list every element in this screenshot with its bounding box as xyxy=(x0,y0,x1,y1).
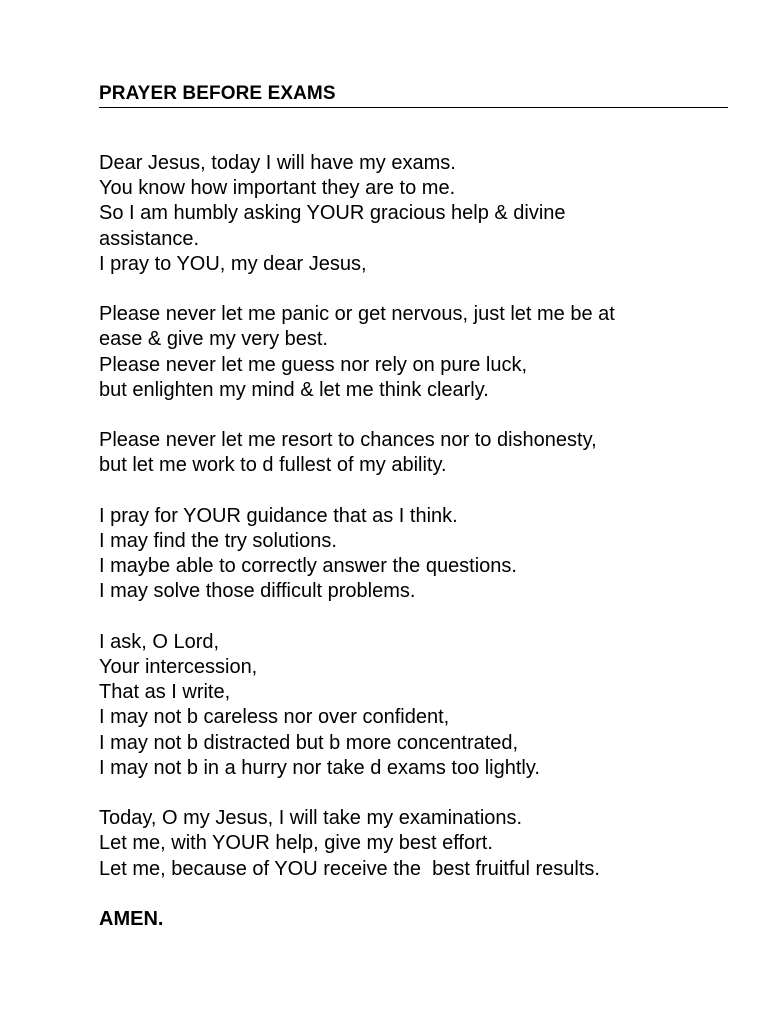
stanza xyxy=(99,504,739,605)
prayer-line: I ask, O Lord, xyxy=(99,630,220,653)
prayer-line: I may not b in a hurry nor take d exams too lightly. xyxy=(99,756,540,779)
prayer-line: but enlighten my mind & let me think clearly. xyxy=(99,378,489,401)
prayer-line: I may not b careless nor over confident, xyxy=(99,706,450,729)
document-title: PRAYER BEFORE EXAMS xyxy=(99,83,336,104)
prayer-line: That as I write, xyxy=(99,681,231,704)
prayer-line: So I am humbly asking YOUR gracious help & divine xyxy=(99,202,566,225)
prayer-line: Please never let me panic or get nervous, just let me be at xyxy=(99,303,615,326)
prayer-line: assistance. xyxy=(99,227,200,250)
prayer-line: I pray to YOU, my dear Jesus, xyxy=(99,252,367,275)
stanza xyxy=(99,151,739,277)
prayer-line: Let me, because of YOU receive the best fruitful results. xyxy=(99,857,600,880)
prayer-line: I may solve those difficult problems. xyxy=(99,580,416,603)
prayer-line: Please never let me guess nor rely on pure luck, xyxy=(99,353,527,376)
prayer-line: I may not b distracted but b more concentrated, xyxy=(99,731,519,754)
prayer-line: Please never let me resort to chances nor to dishonesty, xyxy=(99,429,597,452)
prayer-line: I maybe able to correctly answer the questions. xyxy=(99,555,517,578)
prayer-line: Let me, with YOUR help, give my best effort. xyxy=(99,832,493,855)
prayer-line: I may find the try solutions. xyxy=(99,530,337,552)
prayer-line: Your intercession, xyxy=(99,656,258,678)
prayer-line: I pray for YOUR guidance that as I think. xyxy=(99,504,458,527)
stanza xyxy=(99,428,739,478)
prayer-line: Today, O my Jesus, I will take my examinations. xyxy=(99,807,523,830)
stanza xyxy=(99,302,739,403)
prayer-line: ease & give my very best. xyxy=(99,328,328,351)
prayer-line: You know how important they are to me. xyxy=(99,177,456,200)
closing-amen: AMEN. xyxy=(99,908,164,930)
title-underline xyxy=(99,107,728,108)
prayer-line: Dear Jesus, today I will have my exams. xyxy=(99,152,456,174)
stanza xyxy=(99,806,739,882)
stanza xyxy=(99,630,739,781)
prayer-body xyxy=(99,151,739,932)
prayer-line: but let me work to d fullest of my ability. xyxy=(99,454,447,477)
